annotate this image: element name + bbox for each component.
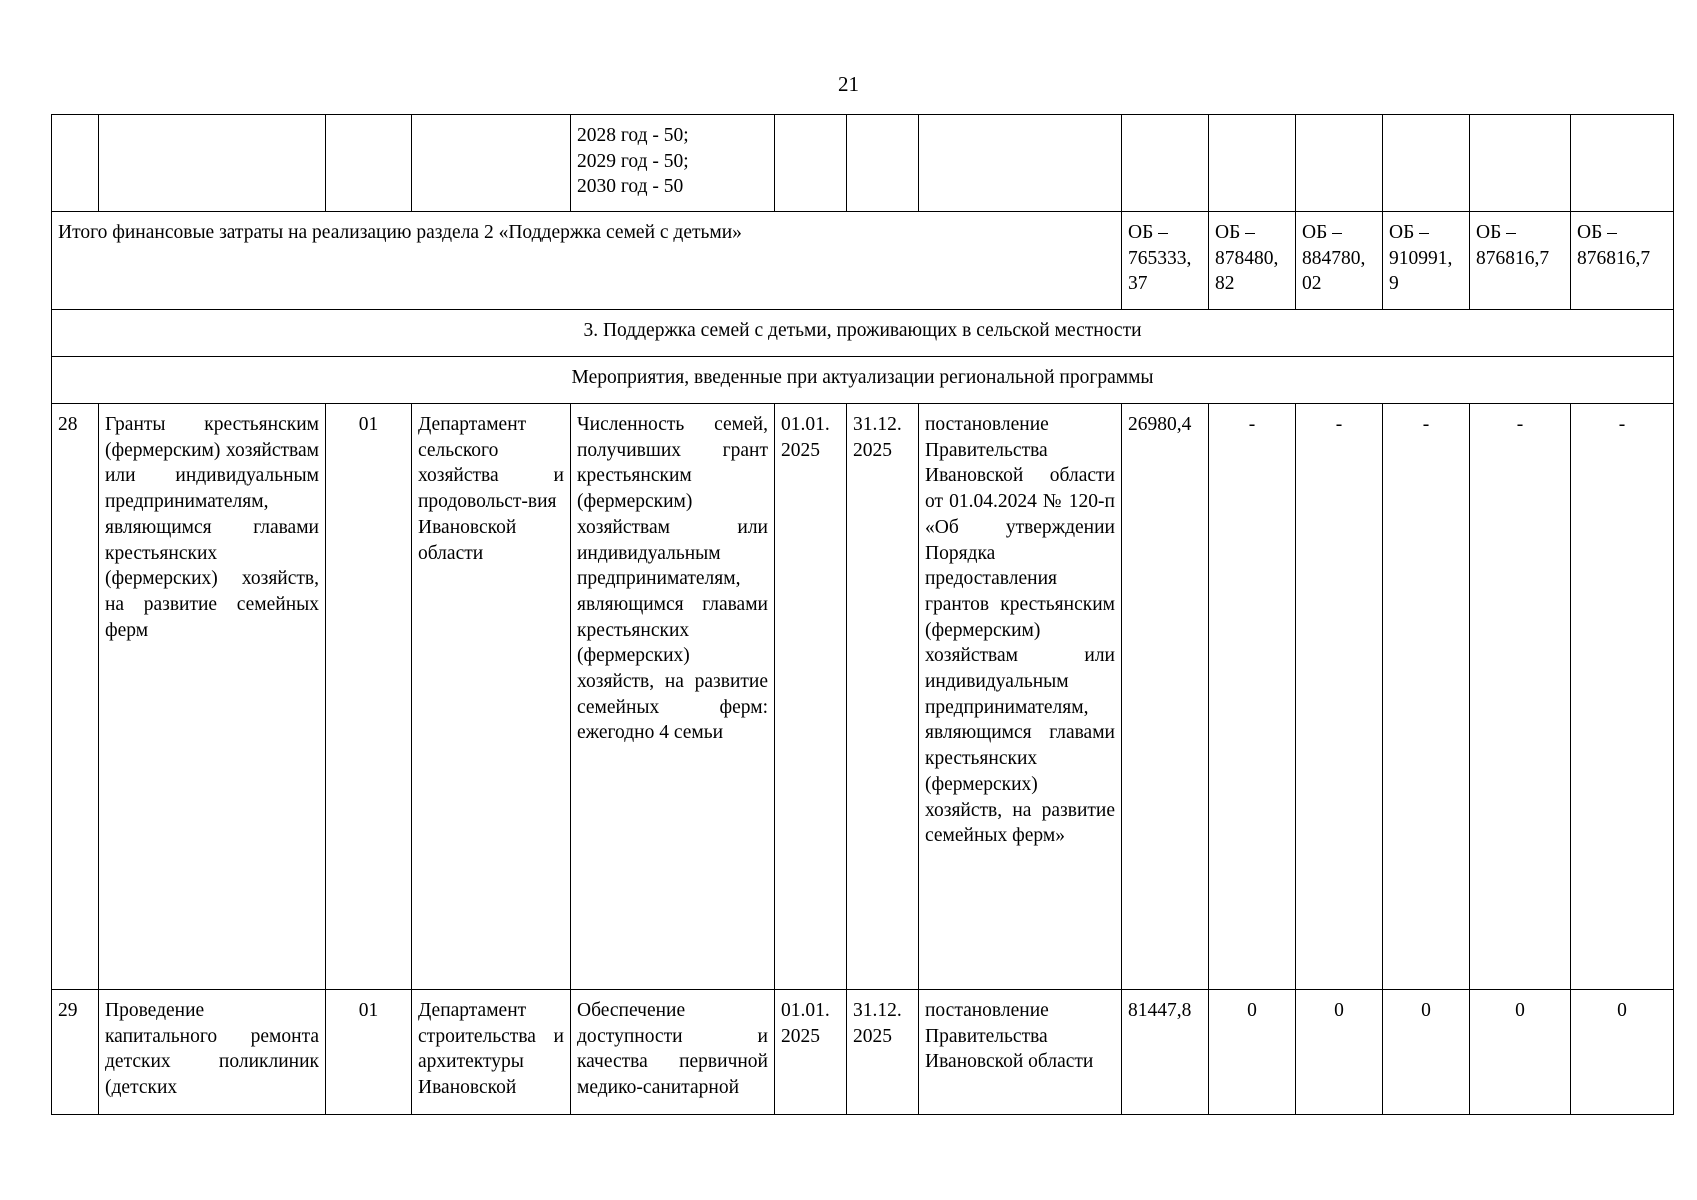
measure-name: Гранты крестьянским (фермерским) хозяйствам или индивидуальным предпринимателям, являющимся главами крестьянских (фермерских) хозяйств, на развитие семейных ферм [99, 404, 326, 990]
code-cell: 01 [326, 990, 412, 1115]
table-row-28 [52, 404, 1674, 990]
executor-cell: Департамент строительства и архитектуры Ивановской [412, 990, 571, 1115]
indicator-cell: 2028 год - 50; 2029 год - 50; 2030 год - 50 [571, 115, 775, 212]
value-2025: 26980,4 [1122, 404, 1209, 990]
value-2025: 81447,8 [1122, 990, 1209, 1115]
start-date: 01.01. 2025 [775, 404, 847, 990]
value-2027: - [1296, 404, 1383, 990]
cell-empty [52, 115, 99, 212]
legal-basis: постановление Правительства Ивановской области от 01.04.2024 № 120-п «Об утверждении Порядка предоставления грантов крестьянским (фермерским) хозяйствам или индивидуальным предпринимателям, являющимся главами крестьянских (фермерских) хозяйств, на развитие семейных ферм» [919, 404, 1122, 990]
cell-empty [775, 115, 847, 212]
cell-empty [412, 115, 571, 212]
total-value-2029: ОБ – 876816,7 [1470, 212, 1571, 310]
value-2030: 0 [1571, 990, 1674, 1115]
program-table [51, 114, 1674, 1115]
cell-empty [99, 115, 326, 212]
code-cell: 01 [326, 404, 412, 990]
table-row-section [52, 310, 1674, 357]
measure-name: Проведение капитального ремонта детских поликлиник (детских [99, 990, 326, 1115]
value-2028: 0 [1383, 990, 1470, 1115]
cell-empty [1122, 115, 1209, 212]
value-2030: - [1571, 404, 1674, 990]
indicator-cell: Обеспечение доступности и качества первичной медико-санитарной [571, 990, 775, 1115]
cell-empty [1209, 115, 1296, 212]
row-number: 28 [52, 404, 99, 990]
indicator-cell: Численность семей, получивших грант крестьянским (фермерским) хозяйствам или индивидуальным предпринимателям, являющимся главами крестьянских (фермерских) хозяйств, на развитие семейных ферм: ежегодно 4 семьи [571, 404, 775, 990]
table-row-29 [52, 990, 1674, 1115]
cell-empty [1571, 115, 1674, 212]
legal-basis: постановление Правительства Ивановской области [919, 990, 1122, 1115]
value-2029: - [1470, 404, 1571, 990]
page-number: 21 [838, 72, 859, 96]
value-2026: - [1209, 404, 1296, 990]
row-number: 29 [52, 990, 99, 1115]
table-row-continuation [52, 115, 1674, 212]
cell-empty [919, 115, 1122, 212]
subsection-header: Мероприятия, введенные при актуализации региональной программы [52, 357, 1674, 404]
total-value-2026: ОБ – 878480, 82 [1209, 212, 1296, 310]
section-header: 3. Поддержка семей с детьми, проживающих в сельской местности [52, 310, 1674, 357]
table-row-total [52, 212, 1674, 310]
executor-cell: Департамент сельского хозяйства и продовольст-вия Ивановской области [412, 404, 571, 990]
start-date: 01.01. 2025 [775, 990, 847, 1115]
cell-empty [1470, 115, 1571, 212]
value-2028: - [1383, 404, 1470, 990]
total-label: Итого финансовые затраты на реализацию раздела 2 «Поддержка семей с детьми» [52, 212, 1122, 310]
cell-empty [1383, 115, 1470, 212]
end-date: 31.12. 2025 [847, 404, 919, 990]
value-2026: 0 [1209, 990, 1296, 1115]
total-value-2028: ОБ – 910991, 9 [1383, 212, 1470, 310]
cell-empty [1296, 115, 1383, 212]
total-value-2025: ОБ – 765333, 37 [1122, 212, 1209, 310]
value-2029: 0 [1470, 990, 1571, 1115]
cell-empty [326, 115, 412, 212]
total-value-2030: ОБ – 876816,7 [1571, 212, 1674, 310]
table-row-subsection [52, 357, 1674, 404]
total-value-2027: ОБ – 884780, 02 [1296, 212, 1383, 310]
cell-empty [847, 115, 919, 212]
value-2027: 0 [1296, 990, 1383, 1115]
end-date: 31.12. 2025 [847, 990, 919, 1115]
